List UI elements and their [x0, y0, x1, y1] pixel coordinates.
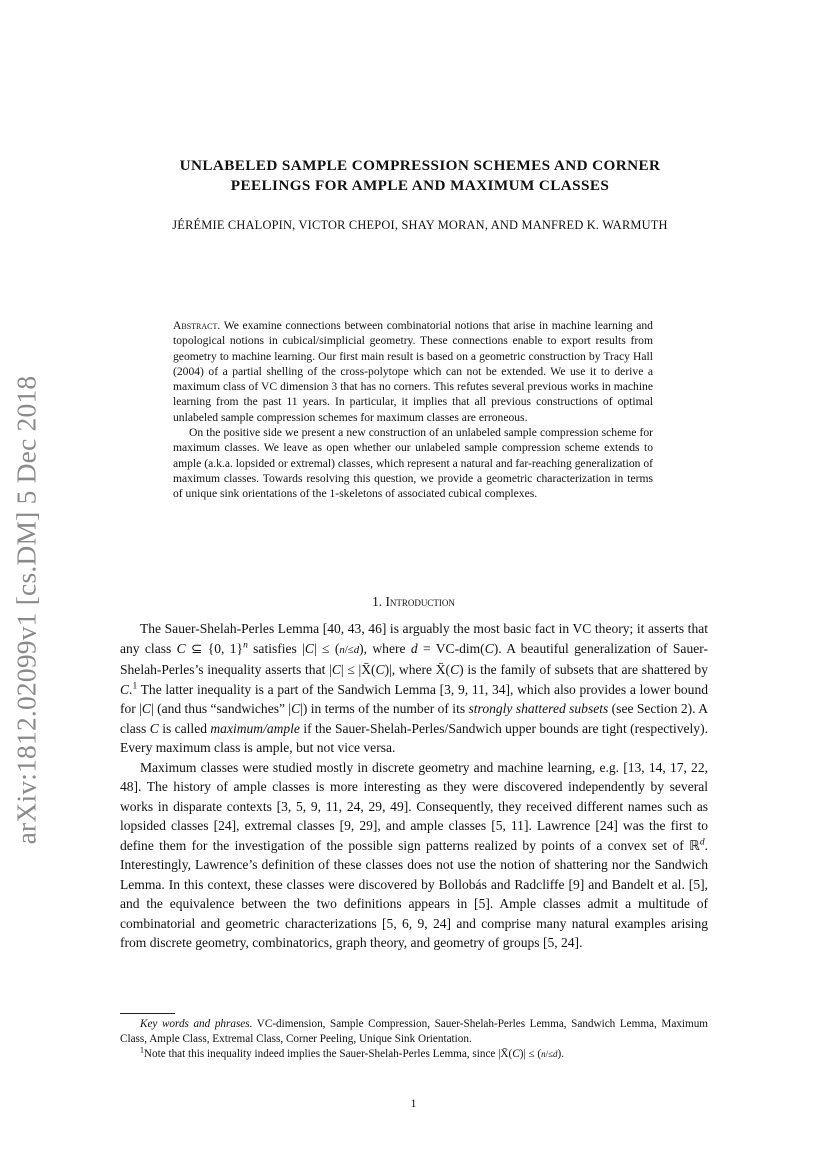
title-line-2: PEELINGS FOR AMPLE AND MAXIMUM CLASSES [230, 177, 610, 194]
paragraph-1: The Sauer-Shelah-Perles Lemma [40, 43, 46] is arguably the most basic fact in VC theory; it asserts that any class C ⊆ {0, 1}$^n$ satisfies |C| ≤ (n/≤d), where d = VC-dim(C). A beautiful generalization of Sauer-Shelah-Perles’s inequality asserts that |C| ≤ |X̄(C)|, where X̄(C) is the family of subsets that are shattered by C.$^1$ The latter inequality is a part of the Sandwich Lemma [3, 9, 11, 34], which also provides a lower bound for |C| (and thus “sandwiches” |C|) in terms of the number of its strongly shattered subsets (see Section 2). A class C is called maximum/ample if the Sauer-Shelah-Perles/Sandwich upper bounds are tight (respectively). Every maximum class is ample, but not vice versa. [120, 621, 708, 755]
footnote-1-text: Note that this inequality indeed implies the Sauer-Shelah-Perles Lemma, since [143, 1048, 499, 1060]
paper-title [120, 156, 720, 196]
body-text [120, 619, 708, 953]
arxiv-stamp [4, 330, 48, 890]
title-line-1: UNLABELED SAMPLE COMPRESSION SCHEMES AND CORNER [179, 157, 661, 174]
abstract-paragraph-1 [173, 318, 653, 425]
abstract [173, 318, 653, 502]
footnote-1: $^1$Note that this inequality indeed implies the Sauer-Shelah-Perles Lemma, since |X̄(C)| ≤ (n/≤d). [140, 1045, 565, 1060]
keywords-label: Key words and phrases. [140, 1018, 253, 1030]
arxiv-id: arXiv:1812.02099v1 [cs.DM] 5 Dec 2018 [10, 375, 41, 845]
abstract-label: Abstract. [173, 319, 221, 332]
page-number: 1 [410, 1098, 417, 1110]
keywords-text: VC-dimension, Sample Compression, Sauer-Shelah-Perles Lemma, Sandwich Lemma, Maximum Class, Ample Class, Extremal Class, Corner Peeling, Unique Sink Orientation. [120, 1018, 708, 1045]
abstract-text-1: We examine connections between combinatorial notions that arise in machine learning and topological notions in cubical/simplicial geometry. These connections enable to export results from geometry to machine learning. Our first main result is based on a geometric construction by Tracy Hall (2004) of a partial shelling of the cross-polytope which can not be extended. We use it to derive a maximum class of VC dimension 3 that has no corners. This refutes several previous works in machine learning from the past 11 years. In particular, it implies that all previous constructions of optimal unlabeled sample compression schemes for maximum classes are erroneous. [173, 319, 653, 424]
abstract-paragraph-2: On the positive side we present a new construction of an unlabeled sample compression scheme for maximum classes. We leave as open whether our unlabeled sample compression scheme extends to ample (a.k.a. lopsided or extremal) classes, which represent a natural and far-reaching generalization of maximum classes. Towards resolving this question, we provide a geometric characterization in terms of unique sink orientations of the 1-skeletons of associated cubical complexes. [173, 426, 653, 501]
keywords-footnote [120, 1017, 708, 1047]
section-heading [120, 594, 707, 610]
footnote-rule [120, 1013, 175, 1014]
footnote-1-mark: 1 [140, 1045, 144, 1055]
footnotes [120, 1017, 708, 1062]
paragraph-2: Maximum classes were studied mostly in discrete geometry and machine learning, e.g. [13, 14, 17, 22, 48]. The history of ample classes is more interesting as they were discovered independently by several works in disparate contexts [3, 5, 9, 11, 24, 29, 49]. Consequently, they received different names such as lopsided classes [24], extremal classes [9, 29], and ample classes [5, 11]. Lawrence [24] was the first to define them for the investigation of the possible sign patterns realized by points of a convex set of ℝ$^d$. Interestingly, Lawrence’s definition of these classes does not use the notion of shattering nor the Sandwich Lemma. In this context, these classes were discovered by Bollobás and Radcliffe [9] and Bandelt et al. [5], and the equivalence between the two definitions appears in [5]. Ample classes admit a multitude of combinatorial and geometric characterizations [5, 6, 9, 24] and comprise many natural examples arising from discrete geometry, combinatorics, graph theory, and geometry of groups [5, 24]. [120, 759, 708, 950]
section-number: 1. [372, 594, 383, 609]
author-list: JÉRÉMIE CHALOPIN, VICTOR CHEPOI, SHAY MORAN, AND MANFRED K. WARMUTH [172, 218, 668, 232]
section-title: Introduction [385, 594, 455, 609]
